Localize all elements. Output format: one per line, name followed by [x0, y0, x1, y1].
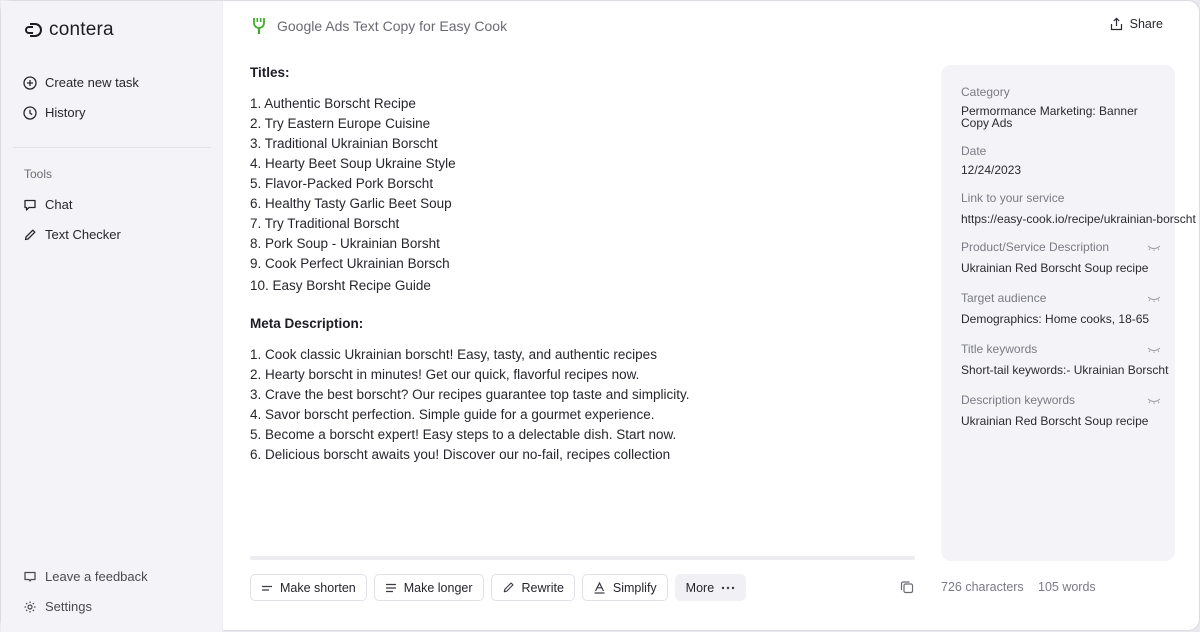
product-description-field — [961, 240, 1161, 274]
pencil-icon — [502, 581, 515, 594]
field-label: Description keywords — [961, 393, 1076, 407]
list-item: 3. Crave the best borscht? Our recipes guarantee top taste and simplicity. — [250, 387, 690, 402]
simplify-label: Simplify — [612, 580, 657, 595]
sidebar-item-label: Chat — [45, 197, 73, 212]
sidebar-item-create-new-task[interactable] — [23, 75, 139, 90]
link-field — [961, 191, 1196, 226]
simplify-button[interactable] — [582, 574, 668, 601]
list-item: 2. Try Eastern Europe Cuisine — [250, 116, 431, 131]
sidebar-item-label: Leave a feedback — [45, 569, 148, 584]
eye-closed-icon[interactable] — [1147, 346, 1161, 354]
copy-button[interactable] — [900, 580, 914, 599]
eye-closed-icon[interactable] — [1147, 244, 1161, 252]
list-item: 8. Pork Soup - Ukrainian Borsht — [250, 236, 440, 251]
chat-icon — [23, 198, 37, 212]
text-a-icon — [593, 581, 606, 594]
generated-content[interactable] — [250, 65, 915, 465]
meta-description-heading: Meta Description: — [250, 316, 364, 331]
ellipsis-icon — [721, 586, 735, 590]
titles-heading: Titles: — [250, 65, 290, 80]
title-keywords-field — [961, 342, 1169, 377]
target-audience-field — [961, 291, 1161, 325]
list-item: 1. Cook classic Ukrainian borscht! Easy, tasty, and authentic recipes — [250, 347, 657, 362]
field-value: 12/24/2023 — [961, 163, 1022, 177]
eye-closed-icon[interactable] — [1147, 295, 1161, 303]
feedback-icon — [23, 570, 37, 584]
titles-list — [250, 94, 915, 296]
field-value: Ukrainian Red Borscht Soup recipe — [961, 261, 1149, 275]
shorten-lines-icon — [261, 583, 273, 593]
meta-description-list — [250, 345, 915, 465]
sidebar-item-label: History — [45, 105, 86, 120]
list-item: 4. Hearty Beet Soup Ukraine Style — [250, 156, 456, 171]
make-longer-button[interactable] — [374, 574, 484, 601]
list-item: 6. Delicious borscht awaits you! Discover our no-fail, recipes collection — [250, 447, 671, 462]
logo-text: contera — [49, 19, 114, 40]
share-button[interactable] — [1110, 17, 1163, 31]
tools-section-label: Tools — [24, 167, 53, 181]
make-shorten-button[interactable] — [250, 574, 367, 601]
field-value: Permormance Marketing: Banner Copy Ads — [961, 104, 1138, 130]
list-item: 5. Flavor-Packed Pork Borscht — [250, 176, 434, 191]
fork-icon — [251, 17, 267, 35]
app-logo[interactable] — [23, 19, 114, 41]
task-details-panel — [941, 65, 1196, 561]
share-icon — [1110, 17, 1123, 31]
list-item: 3. Traditional Ukrainian Borscht — [250, 136, 438, 151]
field-label: Title keywords — [961, 342, 1038, 356]
field-value: Short-tail keywords:- Ukrainian Borscht — [961, 363, 1169, 377]
date-field — [961, 144, 1161, 176]
more-label: More — [685, 580, 715, 595]
field-label: Target audience — [961, 291, 1047, 305]
gear-icon — [23, 600, 37, 614]
field-value: https://easy-cook.io/recipe/ukrainian-borscht — [961, 212, 1196, 226]
longer-lines-icon — [385, 583, 397, 593]
list-item: 10. Easy Borsht Recipe Guide — [250, 278, 431, 293]
page-title — [251, 17, 507, 35]
contera-logo-icon — [23, 22, 43, 38]
field-label: Date — [961, 144, 987, 158]
list-item: 2. Hearty borscht in minutes! Get our quick, flavorful recipes now. — [250, 367, 640, 382]
field-value: Ukrainian Red Borscht Soup recipe — [961, 414, 1149, 428]
sidebar-item-history[interactable] — [23, 105, 85, 120]
field-label: Category — [961, 85, 1010, 99]
make-longer-label: Make longer — [403, 580, 473, 595]
clock-icon — [23, 106, 37, 120]
rewrite-button[interactable] — [491, 574, 575, 601]
category-field — [961, 85, 1161, 129]
plus-circle-icon — [23, 76, 37, 90]
copy-icon — [900, 580, 914, 594]
field-label: Link to your service — [961, 191, 1065, 205]
horizontal-scrollbar[interactable] — [250, 556, 915, 560]
sidebar-item-label: Text Checker — [45, 227, 121, 242]
field-value: Demographics: Home cooks, 18-65 — [961, 312, 1150, 326]
more-button[interactable] — [675, 574, 746, 601]
list-item: 6. Healthy Tasty Garlic Beet Soup — [250, 196, 452, 211]
pencil-icon — [23, 228, 37, 242]
list-item: 4. Savor borscht perfection. Simple guide for a gourmet experience. — [250, 407, 655, 422]
description-keywords-field — [961, 393, 1161, 427]
list-item: 7. Try Traditional Borscht — [250, 216, 400, 231]
eye-closed-icon[interactable] — [1147, 397, 1161, 405]
rewrite-label: Rewrite — [521, 580, 564, 595]
list-item: 1. Authentic Borscht Recipe — [250, 96, 416, 111]
sidebar-item-label: Create new task — [45, 75, 139, 90]
word-count: 105 words — [1038, 580, 1096, 594]
sidebar-item-label: Settings — [45, 599, 92, 614]
page-title-text: Google Ads Text Copy for Easy Cook — [277, 18, 508, 34]
field-label: Product/Service Description — [961, 240, 1110, 254]
sidebar — [1, 1, 223, 632]
sidebar-item-leave-feedback[interactable] — [23, 569, 148, 584]
character-count: 726 characters — [941, 580, 1024, 594]
list-item: 9. Cook Perfect Ukrainian Borsch — [250, 256, 450, 271]
share-label: Share — [1129, 17, 1163, 31]
sidebar-item-settings[interactable] — [23, 599, 92, 614]
sidebar-divider — [13, 147, 211, 148]
make-shorten-label: Make shorten — [280, 580, 356, 595]
list-item: 5. Become a borscht expert! Easy steps to a delectable dish. Start now. — [250, 427, 677, 442]
sidebar-item-chat[interactable] — [23, 197, 72, 212]
sidebar-item-text-checker[interactable] — [23, 227, 121, 242]
edit-toolbar — [250, 574, 746, 601]
